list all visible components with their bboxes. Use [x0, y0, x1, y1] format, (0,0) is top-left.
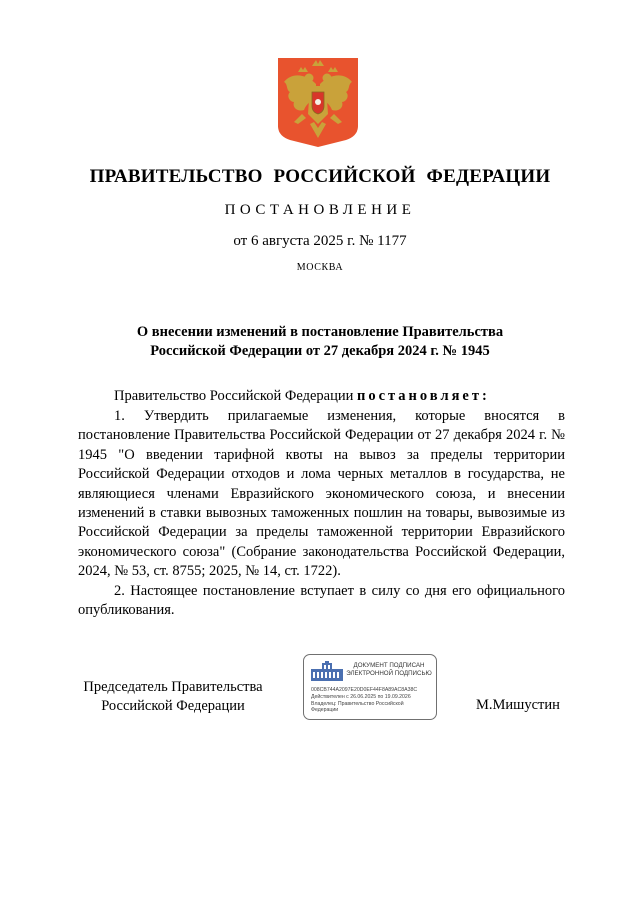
intro-lead: Правительство Российской Федерации [114, 388, 357, 404]
signatory-position-line: Российской Федерации [101, 698, 245, 714]
stamp-certificate: 008CB744A2097E20D0EF44F8A89AC8A38C [311, 687, 418, 693]
government-name: ПРАВИТЕЛЬСТВО РОССИЙСКОЙ ФЕДЕРАЦИИ [89, 166, 551, 187]
signatory-position-line: Председатель Правительства [83, 679, 263, 695]
electronic-signature-stamp [303, 654, 437, 720]
document-title-line: Российской Федерации от 27 декабря 2024 г. № 1945 [150, 343, 490, 359]
government-building-icon [310, 661, 344, 683]
stamp-validity: Действителен с 26.06.2025 по 19.09.2026 [311, 693, 411, 700]
stamp-owner: Владелец: Правительство Российской [311, 700, 404, 707]
signatory-name: М.Мишустин [476, 697, 560, 713]
signatory-position [68, 678, 278, 716]
stamp-owner: Федерации [311, 707, 339, 714]
stamp-title-line: ЭЛЕКТРОННОЙ ПОДПИСЬЮ [346, 670, 432, 677]
resolution-intro [78, 388, 565, 405]
coat-of-arms-icon [276, 56, 360, 148]
body-paragraph-2: 2. Настоящее постановление вступает в силу со дня его официального опубликования. [78, 582, 565, 619]
intro-verb: постановляет: [356, 388, 490, 404]
resolution-body [78, 407, 565, 620]
stamp-title [344, 662, 434, 678]
body-paragraph-1: 1. Утвердить прилагаемые изменения, которые вносятся в постановление Правительства Российской Федерации от 27 декабря 2024 г. № 1945 "О введении тарифной квоты на вывоз за пределы территории Российской Федерации отходов и лома черных металлов в государства, не являющиеся членами Евразийского экономического союза, и внесении изменений в ставки вывозных таможенных пошлин на товары, вывозимые из Российской Федерации за пределы таможенной территории Евразийского экономического союза" (Собрание законодательства Российской Федерации, 2024, № 53, ст. 8755; 2025, № 14, ст. 1722). [78, 408, 565, 580]
document-title [80, 323, 560, 361]
document-date-number: от 6 августа 2025 г. № 1177 [233, 233, 407, 249]
stamp-details [311, 687, 433, 714]
document-type: ПОСТАНОВЛЕНИЕ [224, 202, 416, 218]
stamp-title-line: ДОКУМЕНТ ПОДПИСАН [353, 662, 425, 669]
document-title-line: О внесении изменений в постановление Правительства [136, 324, 504, 340]
document-city: МОСКВА [296, 262, 344, 273]
